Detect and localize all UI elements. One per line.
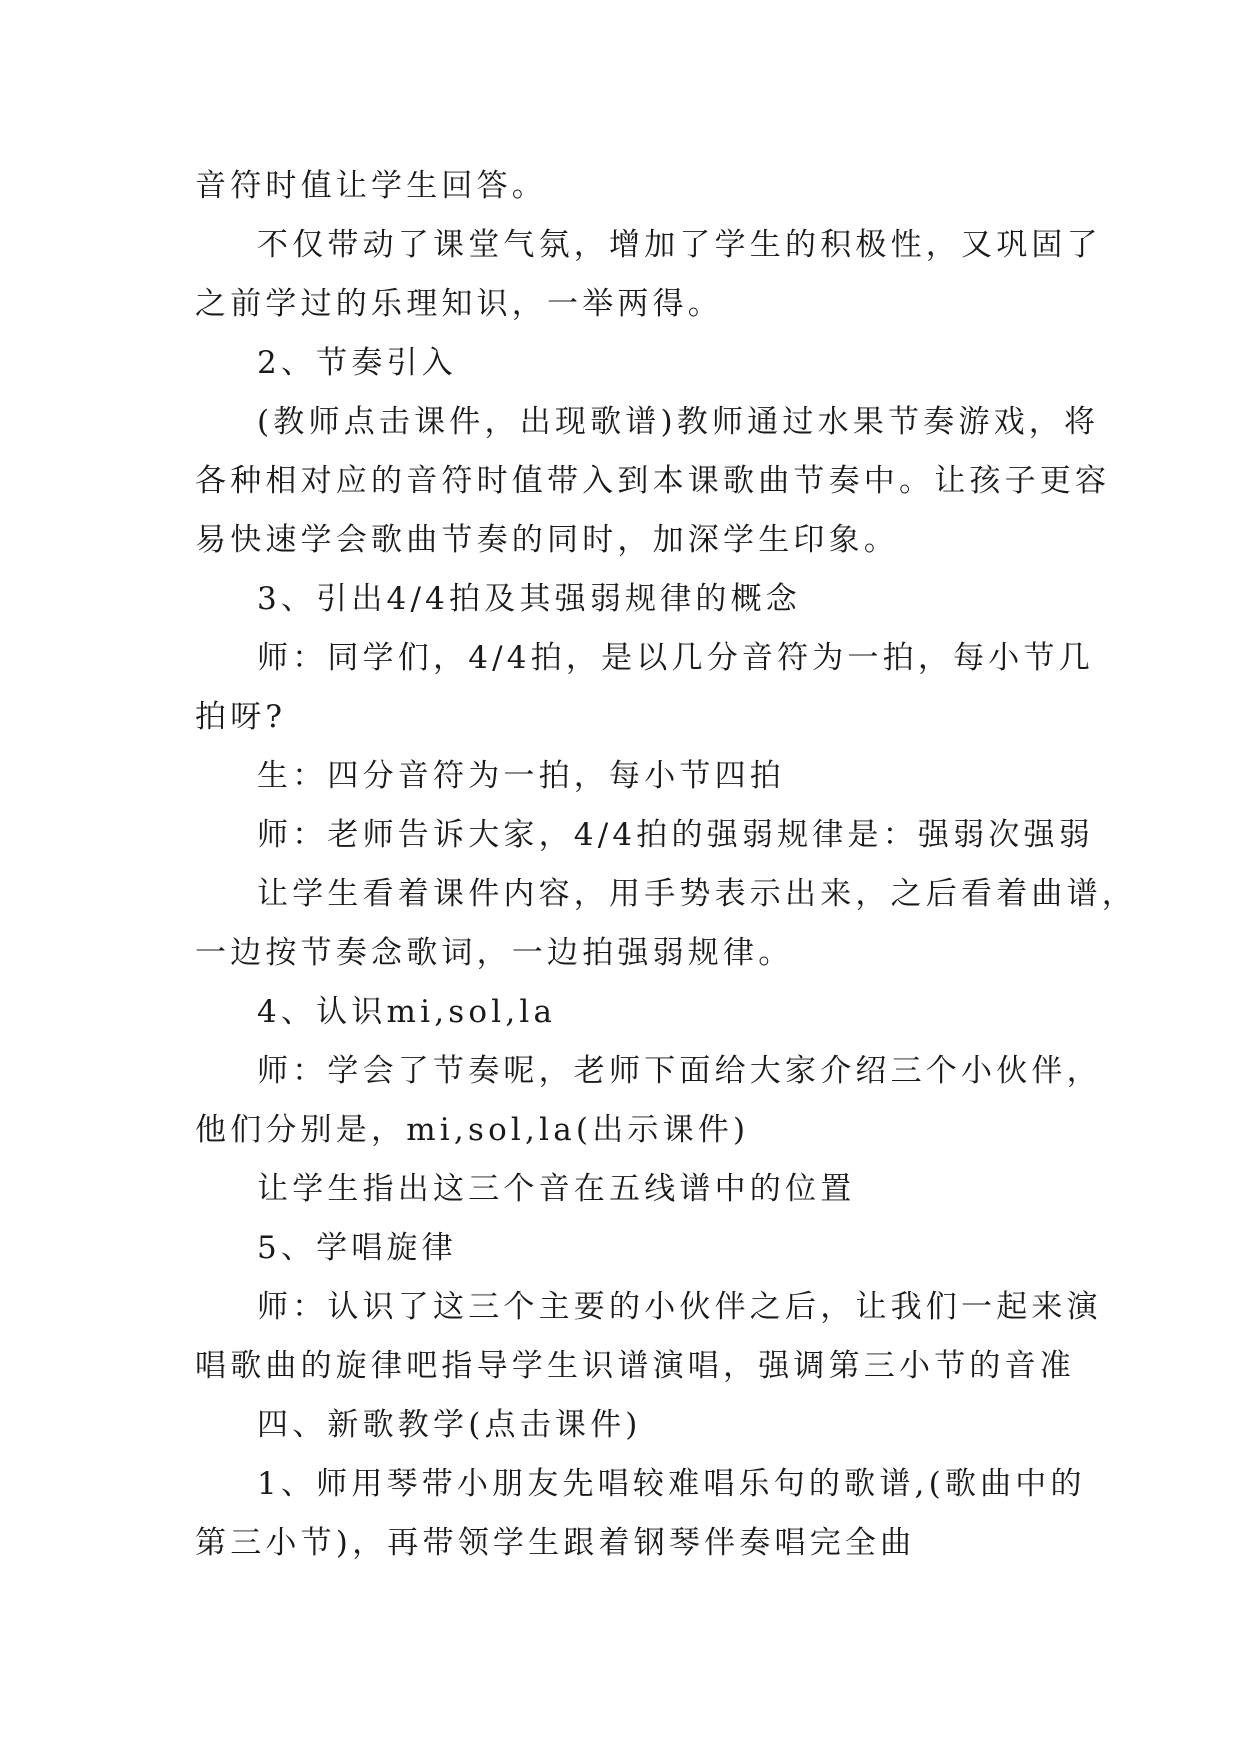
- section-heading: 3、引出4/4拍及其强弱规律的概念: [257, 581, 802, 617]
- paragraph-line: 不仅带动了课堂气氛，增加了学生的积极性，又巩固了: [257, 227, 1102, 263]
- paragraph-line: 让学生指出这三个音在五线谱中的位置: [257, 1171, 856, 1207]
- text-line: 第三小节)，再带领学生跟着钢琴伴奏唱完全曲: [195, 1525, 916, 1561]
- paragraph-line: 师：老师告诉大家，4/4拍的强弱规律是：强弱次强弱: [257, 817, 1094, 853]
- paragraph-line: 生：四分音符为一拍，每小节四拍: [257, 758, 785, 794]
- text-line: 音符时值让学生回答。: [195, 168, 547, 204]
- paragraph-line: (教师点击课件，出现歌谱)教师通过水果节奏游戏，将: [257, 404, 1100, 440]
- paragraph-line: 1、师用琴带小朋友先唱较难唱乐句的歌谱,(歌曲中的: [257, 1466, 1086, 1502]
- text-line: 一边按节奏念歌词，一边拍强弱规律。: [195, 935, 794, 971]
- text-line: 易快速学会歌曲节奏的同时，加深学生印象。: [195, 522, 899, 558]
- section-heading: 四、新歌教学(点击课件): [257, 1407, 642, 1443]
- text-line: 之前学过的乐理知识，一举两得。: [195, 286, 723, 322]
- paragraph-line: 师：学会了节奏呢，老师下面给大家介绍三个小伙伴，: [257, 1053, 1102, 1089]
- paragraph-line: 让学生看着课件内容，用手势表示出来，之后看着曲谱，: [257, 876, 1137, 912]
- paragraph-line: 师：认识了这三个主要的小伙伴之后，让我们一起来演: [257, 1289, 1102, 1325]
- section-heading: 5、学唱旋律: [257, 1230, 457, 1266]
- paragraph-line: 师：同学们，4/4拍，是以几分音符为一拍，每小节几: [257, 640, 1094, 676]
- text-line: 唱歌曲的旋律吧指导学生识谱演唱，强调第三小节的音准: [195, 1348, 1075, 1384]
- text-line: 各种相对应的音符时值带入到本课歌曲节奏中。让孩子更容: [195, 463, 1111, 499]
- text-line: 他们分别是，mi,sol,la(出示课件): [195, 1112, 750, 1148]
- section-heading: 2、节奏引入: [257, 345, 457, 381]
- text-line: 拍呀?: [195, 699, 287, 735]
- section-heading: 4、认识mi,sol,la: [257, 994, 557, 1030]
